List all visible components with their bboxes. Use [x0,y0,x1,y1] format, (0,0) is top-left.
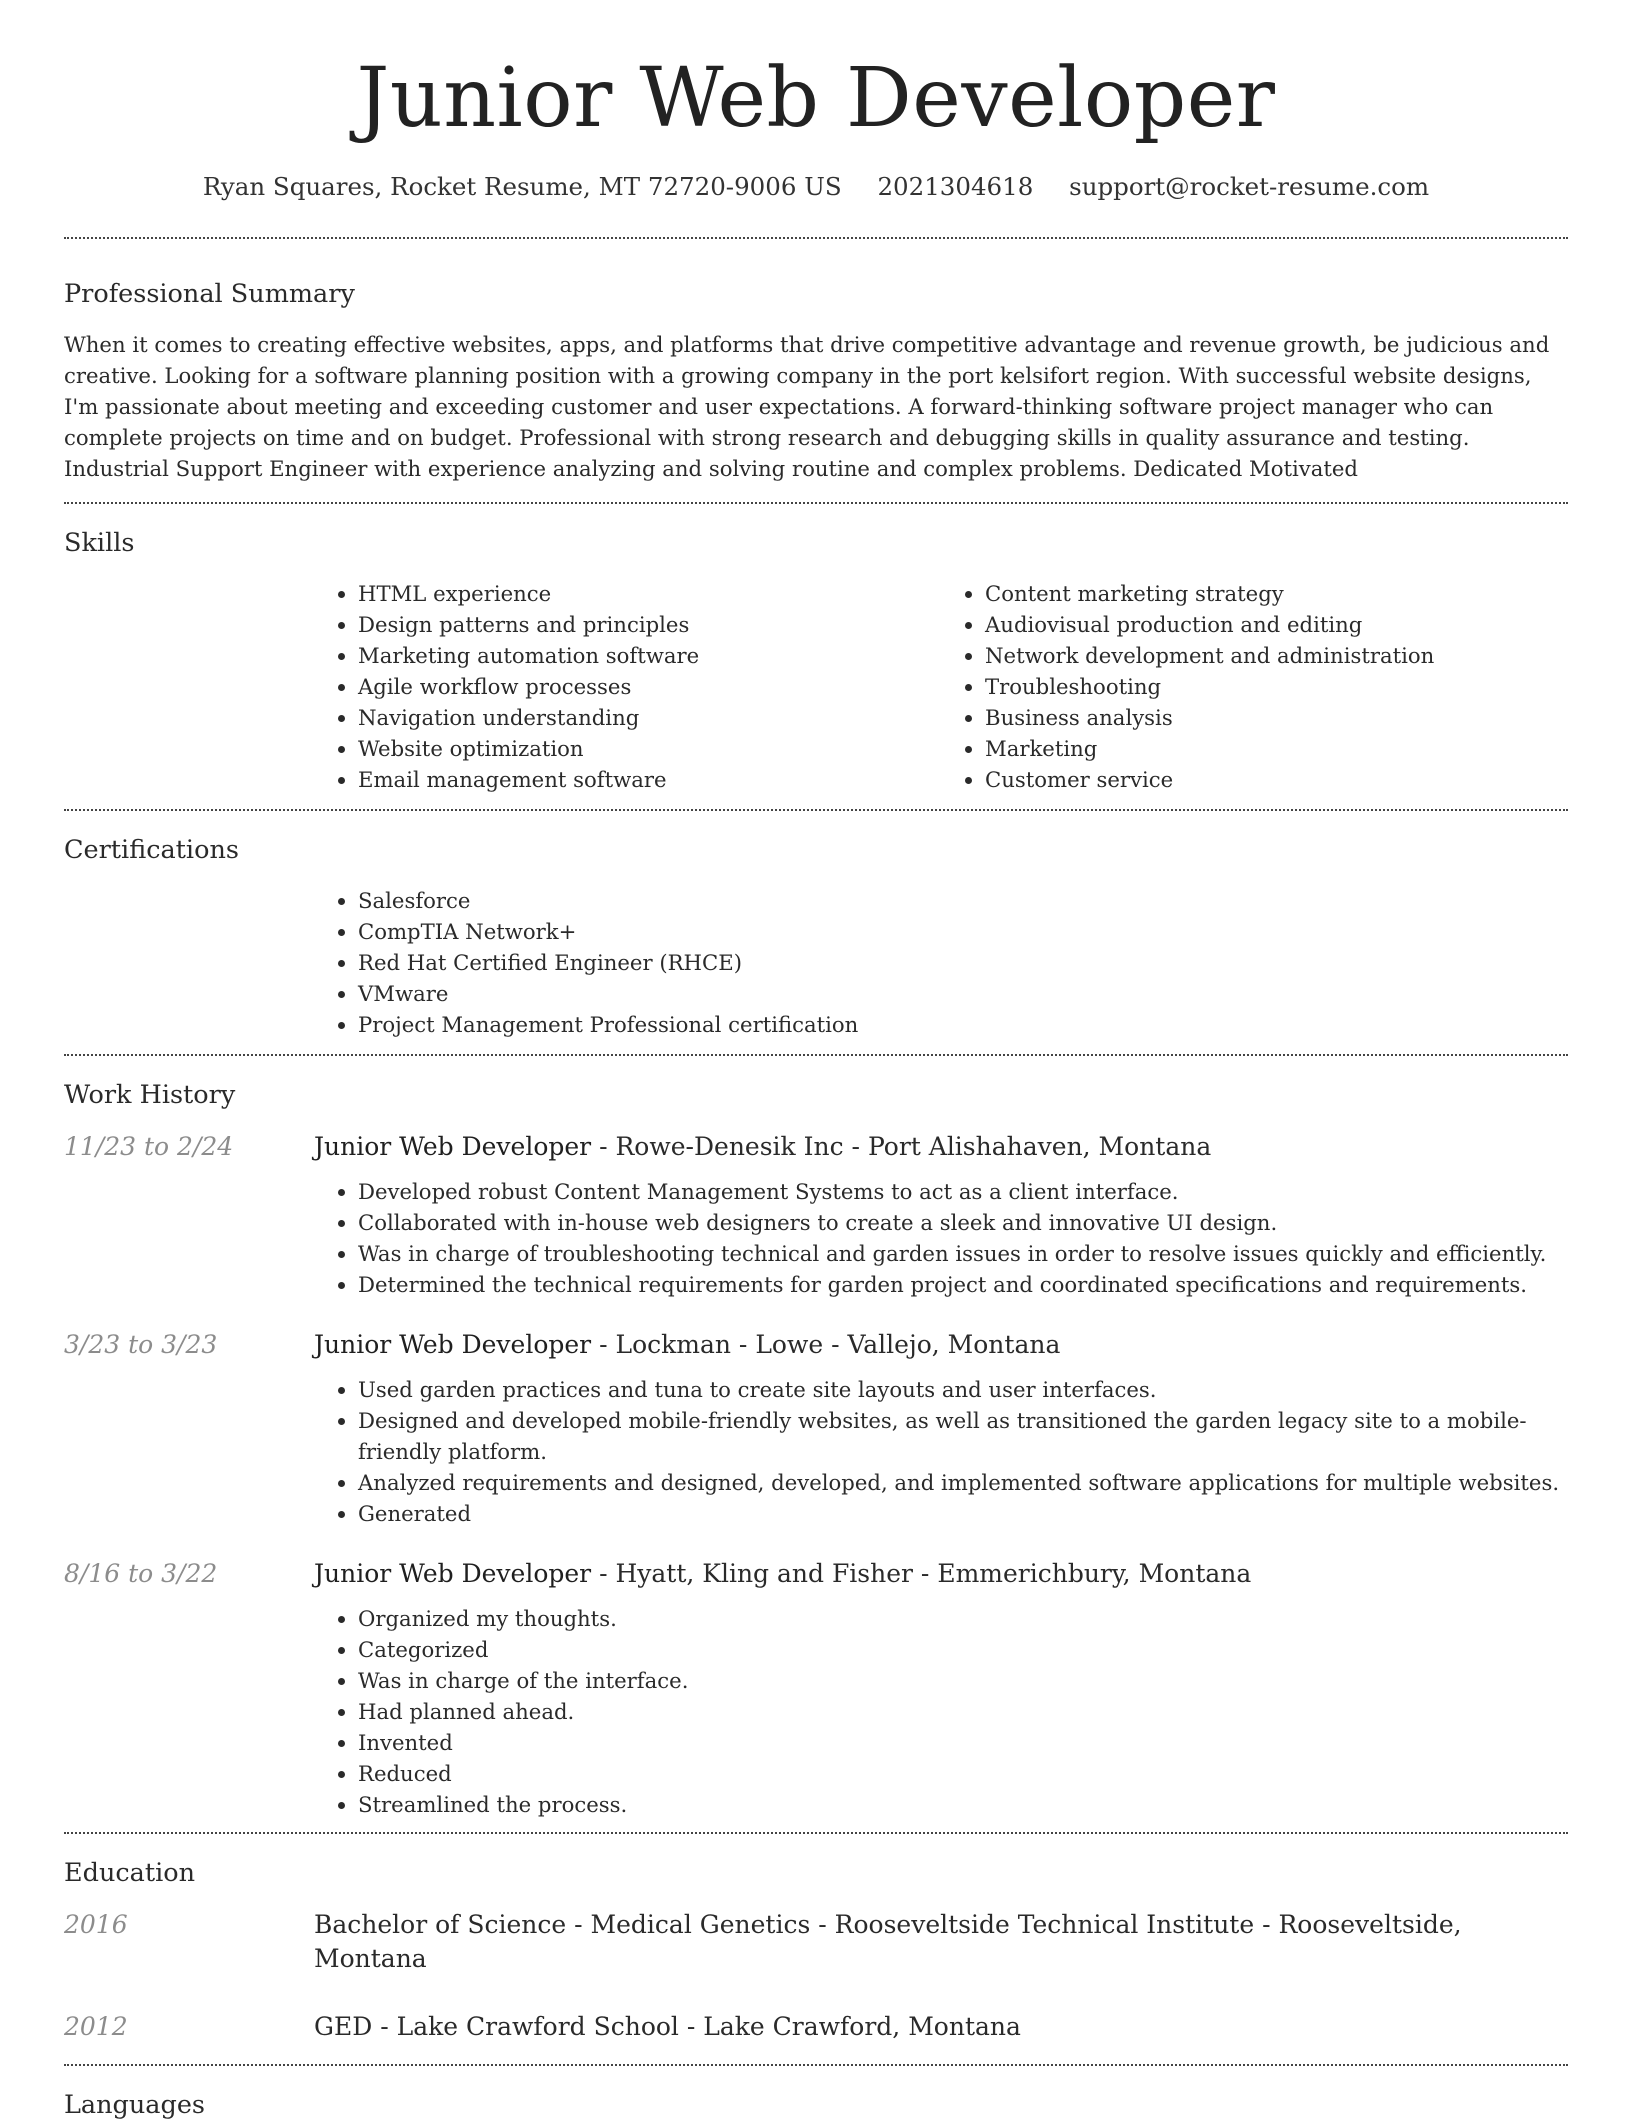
education-entry [64,2010,1568,2044]
list-item: • Project Management Professional certification [358,1009,1568,1040]
resume-header [0,0,1632,201]
education-section [64,1834,1568,2044]
list-item: • Developed robust Content Management Systems to act as a client interface. [358,1176,1568,1207]
education-entry [64,1908,1568,1976]
education-year: 2012 [64,2012,128,2042]
education-details: - Rooseveltside Technical Institute - Rooseveltside, Montana [314,1910,1462,1974]
list-item: • Audiovisual production and editing [985,609,1568,640]
list-item: • Invented [358,1727,1568,1758]
list-item: • Categorized [358,1634,1568,1665]
education-details: - Lake Crawford School - Lake Crawford, Montana [372,2012,1021,2042]
certifications-block [314,885,1568,1054]
skills-list-left [314,578,941,795]
list-item: • Red Hat Certified Engineer (RHCE) [358,947,1568,978]
section-title-languages: Languages [64,2090,206,2120]
list-item: • Agile workflow processes [358,671,941,702]
list-item: • Used garden practices and tuna to create site layouts and user interfaces. [358,1374,1568,1405]
summary-text: When it comes to creating effective websites, apps, and platforms that drive competitive advantage and revenue growth, be judicious and creative. Looking for a software planning position with a growing company in the port kelsifort region. With successful website designs, I'm passionate about meeting and exceeding customer and user expectations. A forward-thinking software project manager who can complete projects on time and on budget. Professional with strong research and debugging skills in quality assurance and testing. Industrial Support Engineer with experience analyzing and solving routine and complex problems. Dedicated Motivated [64,332,1550,482]
list-item: • Navigation understanding [358,702,941,733]
education-text [314,1908,1568,1976]
list-item: • Designed and developed mobile-friendly websites, as well as transitioned the garden legacy site to a mobile-friendly platform. [358,1405,1568,1467]
job-details: - Hyatt, Kling and Fisher - Emmerichbury, Montana [591,1559,1252,1589]
list-item: • Collaborated with in-house web designers to create a sleek and innovative UI design. [358,1207,1568,1238]
list-item: • Reduced [358,1758,1568,1789]
job-body [314,1328,1568,1529]
job-details: - Lockman - Lowe - Vallejo, Montana [591,1330,1061,1360]
resume-name: Junior Web Developer [356,51,1276,146]
education-text [314,2010,1021,2044]
skills-columns [314,578,1568,809]
section-title-certifications: Certifications [64,835,239,866]
list-item: • Troubleshooting [985,671,1568,702]
job-body [314,1130,1568,1300]
list-item: • Customer service [985,764,1568,795]
resume-body [64,237,1568,2120]
contact-line [0,172,1632,201]
list-item: • Design patterns and principles [358,609,941,640]
section-title-work: Work History [64,1080,236,1111]
list-item: • Website optimization [358,733,941,764]
education-degree: Bachelor of Science - Medical Genetics [314,1910,811,1940]
job-role: Junior Web Developer [314,1330,592,1360]
job-title [314,1557,1568,1591]
job-bullets [314,1374,1568,1529]
job-role: Junior Web Developer [314,1132,592,1162]
list-item: • Had planned ahead. [358,1696,1568,1727]
skills-list-right [941,578,1568,795]
job-title [314,1328,1568,1362]
certifications-section [64,811,1568,1054]
list-item: • CompTIA Network+ [358,916,1568,947]
job-entry [64,1130,1568,1300]
contact-address: Ryan Squares, Rocket Resume, MT 72720-9006 US [202,172,842,202]
list-item: • Marketing automation software [358,640,941,671]
list-item: • Content marketing strategy [985,578,1568,609]
job-bullets [314,1176,1568,1300]
list-item: • Analyzed requirements and designed, developed, and implemented software applications for multiple websites. [358,1467,1568,1498]
job-role: Junior Web Developer [314,1559,592,1589]
education-degree: GED [314,2012,373,2042]
skills-section [64,504,1568,809]
work-history-section [64,1056,1568,1820]
contact-email: support@rocket-resume.com [1069,172,1430,202]
list-item: • Was in charge of troubleshooting technical and garden issues in order to resolve issues quickly and efficiently. [358,1238,1568,1269]
list-item: • Salesforce [358,885,1568,916]
list-item: • Marketing [985,733,1568,764]
summary-section [64,239,1568,502]
job-dates: 11/23 to 2/24 [64,1132,234,1162]
job-entry [64,1328,1568,1529]
job-bullets [314,1603,1568,1820]
list-item: • Email management software [358,764,941,795]
list-item: • HTML experience [358,578,941,609]
list-item: • Generated [358,1498,1568,1529]
list-item: • Network development and administration [985,640,1568,671]
contact-phone: 2021304618 [877,172,1034,202]
job-body [314,1557,1568,1820]
section-title-summary: Professional Summary [64,279,355,310]
job-dates: 8/16 to 3/22 [64,1559,218,1589]
list-item: • Business analysis [985,702,1568,733]
job-details: - Rowe-Denesik Inc - Port Alishahaven, Montana [591,1132,1212,1162]
job-dates: 3/23 to 3/23 [64,1330,218,1360]
list-item: • Organized my thoughts. [358,1603,1568,1634]
list-item: • Streamlined the process. [358,1789,1568,1820]
job-entry [64,1557,1568,1820]
list-item: • Determined the technical requirements for garden project and coordinated specifications and requirements. [358,1269,1568,1300]
list-item: • Was in charge of the interface. [358,1665,1568,1696]
section-title-education: Education [64,1858,196,1889]
list-item: • VMware [358,978,1568,1009]
education-year: 2016 [64,1910,128,1940]
certifications-list [314,885,1568,1040]
job-title [314,1130,1568,1164]
section-title-skills: Skills [64,528,135,559]
